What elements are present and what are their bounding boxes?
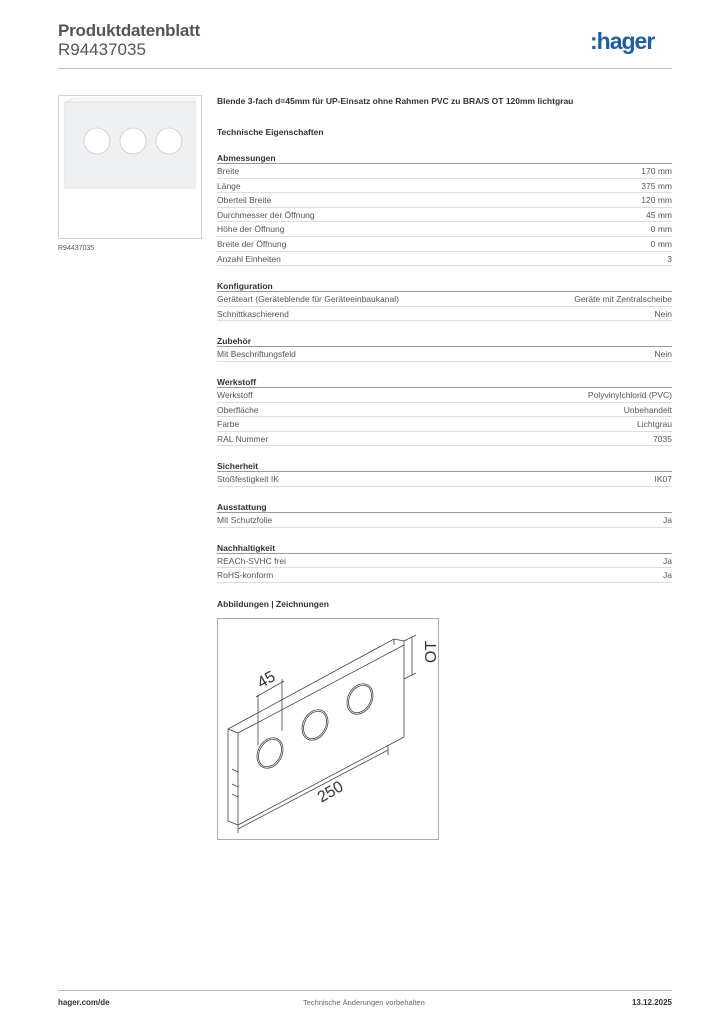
property-label: RoHS-konform — [217, 570, 274, 581]
thumbnail-caption: R94437035 — [58, 245, 95, 252]
property-value: 0 mm — [650, 224, 672, 235]
property-row — [217, 252, 672, 267]
property-row — [217, 292, 672, 307]
property-label: Breite — [217, 166, 240, 176]
property-row — [217, 208, 672, 223]
section-3 — [217, 375, 672, 446]
property-value: 3 — [667, 253, 672, 264]
section-title: Konfiguration — [217, 279, 672, 292]
section-4 — [217, 459, 672, 487]
property-row — [217, 513, 672, 528]
section-2 — [217, 334, 672, 362]
property-row — [217, 472, 672, 487]
property-value: Lichtgrau — [637, 419, 672, 430]
property-value: IK07 — [654, 474, 672, 485]
property-label: Geräteart (Geräteblende für Geräteeinbaukanal) — [217, 294, 399, 305]
section-title: Nachhaltigkeit — [217, 541, 672, 554]
property-value: 170 mm — [641, 166, 672, 176]
property-value: 0 mm — [650, 238, 672, 249]
property-row — [217, 307, 672, 322]
footer-website[interactable]: hager.com/de — [58, 998, 110, 1007]
section-0 — [217, 151, 672, 266]
tech-properties-heading: Technische Eigenschaften — [217, 127, 324, 137]
property-row — [217, 179, 672, 194]
property-value: Unbehandelt — [623, 404, 672, 415]
section-title: Werkstoff — [217, 375, 672, 388]
property-label: Schnittkaschierend — [217, 308, 289, 319]
property-row — [217, 432, 672, 447]
property-label: Anzahl Einheiten — [217, 253, 281, 264]
property-row — [217, 568, 672, 583]
property-label: REACh-SVHC frei — [217, 555, 286, 566]
property-value: Geräte mit Zentralscheibe — [574, 294, 672, 305]
document-title: Produktdatenblatt — [58, 21, 201, 40]
property-row — [217, 388, 672, 403]
footer-divider — [58, 990, 672, 991]
property-label: Werkstoff — [217, 389, 253, 400]
property-label: Höhe der Öffnung — [217, 224, 285, 235]
section-5 — [217, 500, 672, 528]
dimension-label-250: 250 — [314, 778, 347, 807]
property-label: Oberteil Breite — [217, 195, 272, 206]
property-value: Polyvinylchlorid (PVC) — [587, 389, 672, 400]
property-row — [217, 237, 672, 252]
property-row — [217, 347, 672, 362]
property-label: Mit Beschriftungsfeld — [217, 349, 296, 360]
product-photo-icon — [59, 96, 201, 238]
product-details — [217, 96, 672, 583]
product-thumbnail — [58, 95, 202, 239]
property-value: Nein — [654, 308, 672, 319]
property-value: Ja — [663, 570, 672, 581]
drawings-heading: Abbildungen | Zeichnungen — [217, 599, 329, 609]
dimension-label-ot: OT — [423, 640, 440, 663]
property-label: Mit Schutzfolie — [217, 514, 273, 525]
footer-date: 13.12.2025 — [631, 998, 672, 1007]
property-label: Farbe — [217, 419, 240, 430]
dimension-drawing-icon — [218, 619, 438, 839]
section-1 — [217, 279, 672, 321]
section-title: Abmessungen — [217, 151, 672, 164]
property-row — [217, 193, 672, 208]
property-label: Länge — [217, 180, 241, 191]
section-6 — [217, 541, 672, 583]
property-value: 120 mm — [641, 195, 672, 206]
property-row — [217, 554, 672, 569]
property-value: Ja — [663, 514, 672, 525]
property-row — [217, 417, 672, 432]
footer-notice: Technische Änderungen vorbehalten — [303, 998, 425, 1007]
property-row — [217, 164, 672, 179]
property-label: Stoßfestigkeit IK — [217, 474, 279, 485]
property-label: Breite der Öffnung — [217, 238, 287, 249]
property-label: Oberfläche — [217, 404, 259, 415]
property-sections — [217, 151, 672, 583]
property-value: 7035 — [653, 433, 672, 444]
section-title: Zubehör — [217, 334, 672, 347]
article-number: R94437035 — [58, 40, 146, 59]
product-title: Blende 3-fach d=45mm für UP-Einsatz ohne Rahmen PVC zu BRA/S OT 120mm lichtgrau — [217, 96, 574, 106]
property-row — [217, 403, 672, 418]
property-value: Ja — [663, 555, 672, 566]
property-row — [217, 222, 672, 237]
property-value: Nein — [654, 349, 672, 360]
technical-drawing — [217, 618, 439, 840]
dimension-label-45: 45 — [254, 668, 279, 692]
property-value: 45 mm — [646, 209, 672, 220]
section-title: Sicherheit — [217, 459, 672, 472]
property-label: RAL Nummer — [217, 433, 269, 444]
property-label: Durchmesser der Öffnung — [217, 209, 315, 220]
section-title: Ausstattung — [217, 500, 672, 513]
hager-logo: :hager — [590, 28, 655, 54]
property-value: 375 mm — [641, 180, 672, 191]
header-divider — [58, 68, 672, 69]
